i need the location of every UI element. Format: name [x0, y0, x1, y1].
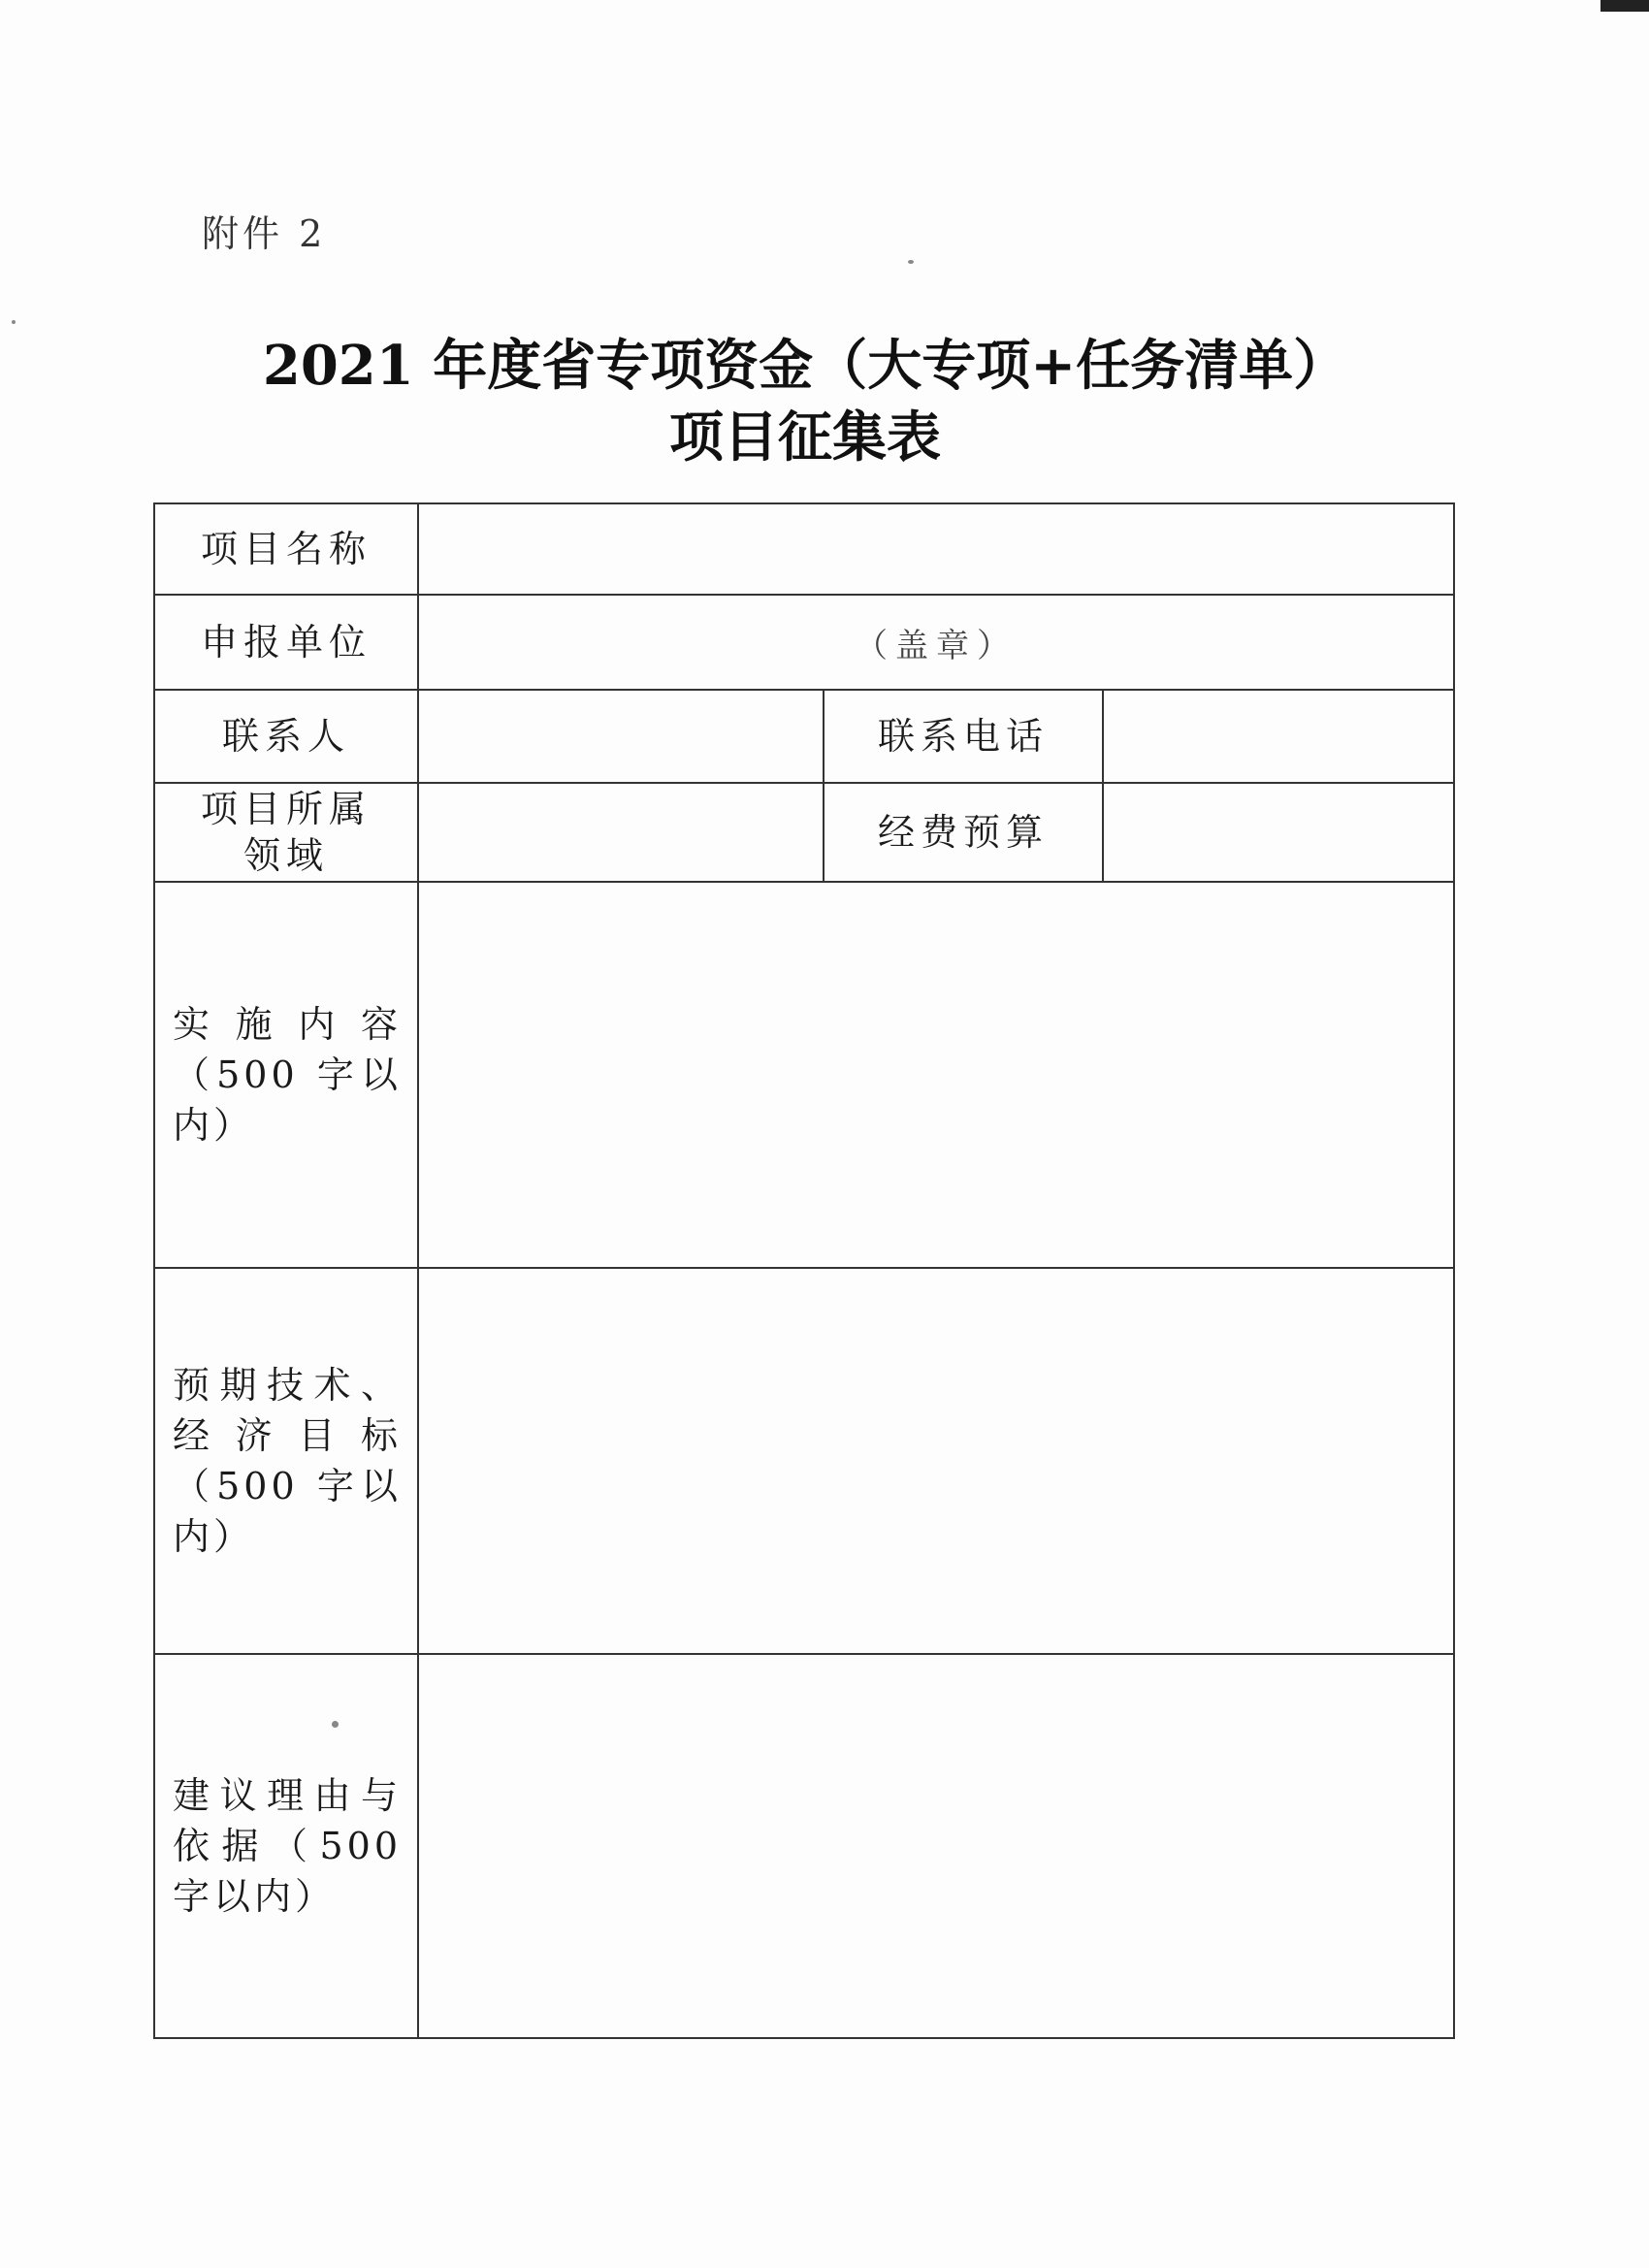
row-applicant — [154, 595, 1454, 690]
applicant-label: 申报单位 — [154, 595, 418, 690]
budget-label: 经费预算 — [824, 783, 1103, 882]
document-title — [0, 330, 1610, 473]
project-name-label: 项目名称 — [154, 503, 418, 595]
row-content — [154, 882, 1454, 1268]
applicant-stamp-field[interactable]: （盖章） — [418, 595, 1454, 690]
contact-label: 联系人 — [154, 690, 418, 783]
targets-label: 预期技术、经济目标（500 字以内） — [154, 1268, 418, 1654]
project-name-field[interactable] — [418, 503, 1454, 595]
row-reasons — [154, 1654, 1454, 2038]
scan-edge-mark — [1600, 0, 1649, 12]
field-label: 项目所属领域 — [154, 783, 418, 882]
title-line-2: 项目征集表 — [669, 405, 941, 470]
phone-label: 联系电话 — [824, 690, 1103, 783]
row-targets — [154, 1268, 1454, 1654]
project-form-table — [153, 502, 1455, 2039]
content-label: 实施内容（500 字以内） — [154, 882, 418, 1268]
field-field[interactable] — [418, 783, 824, 882]
row-field-budget — [154, 783, 1454, 882]
content-field[interactable] — [418, 882, 1454, 1268]
attachment-label: 附件 2 — [202, 212, 327, 255]
row-project-name — [154, 503, 1454, 595]
phone-field[interactable] — [1103, 690, 1454, 783]
budget-field[interactable] — [1103, 783, 1454, 882]
reasons-label: 建议理由与依据（500 字以内） — [154, 1654, 418, 2038]
row-contact — [154, 690, 1454, 783]
contact-field[interactable] — [418, 690, 824, 783]
reasons-field[interactable] — [418, 1654, 1454, 2038]
title-line-1: 2021 年度省专项资金（大专项+任务清单） — [262, 334, 1348, 398]
scan-speck — [332, 1721, 339, 1728]
scan-speck — [12, 320, 16, 324]
targets-field[interactable] — [418, 1268, 1454, 1654]
scan-speck — [908, 260, 914, 264]
